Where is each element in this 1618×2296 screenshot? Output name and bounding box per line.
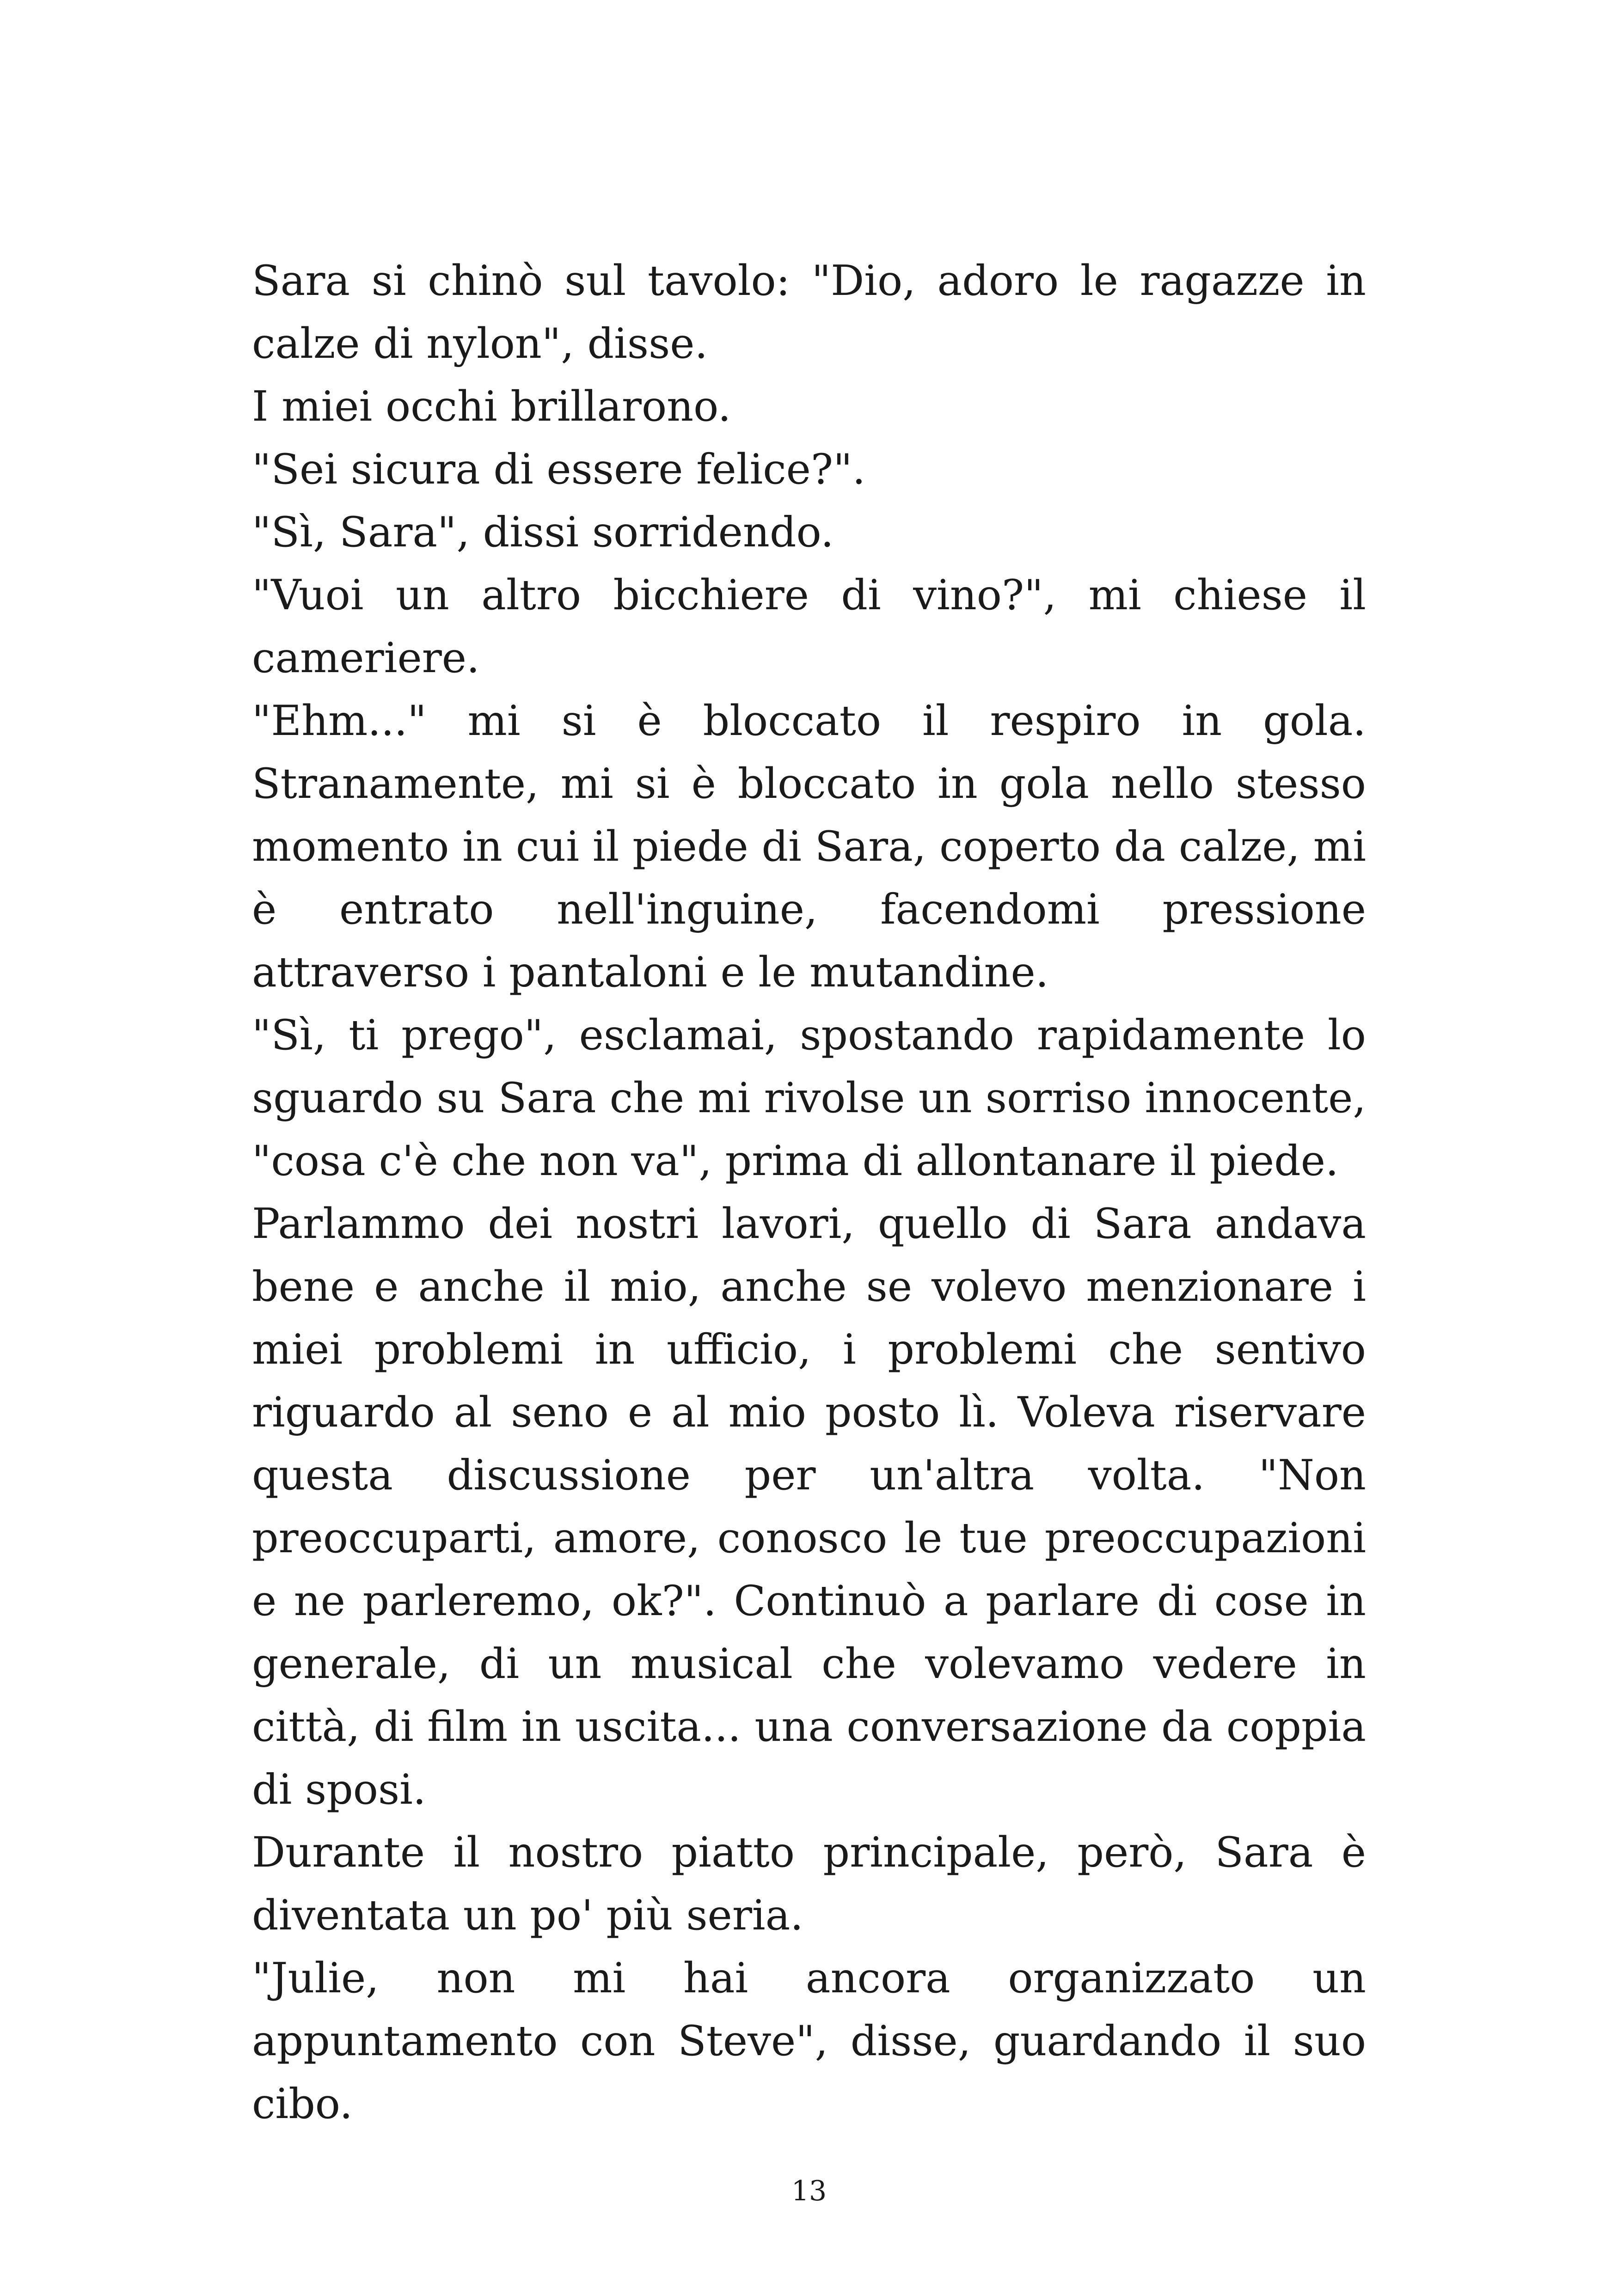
paragraph: "Sei sicura di essere felice?".	[252, 445, 866, 494]
body-text	[252, 250, 1366, 2136]
paragraph: "Sì, ti prego", esclamai, spostando rapidamente lo sguardo su Sara che mi rivolse un sorriso innocente, "cosa c'è che non va", prima di allontanare il piede.	[252, 1011, 1366, 1185]
paragraph: Parlammo dei nostri lavori, quello di Sara andava bene e anche il mio, anche se volevo menzionare i miei problemi in ufficio, i problemi che sentivo riguardo al seno e al mio posto lì. Voleva riservare questa discussione per un'altra volta. "Non preoccuparti, amore, conosco le tue preoccupazioni e ne parleremo, ok?". Continuò a parlare di cose in generale, di un musical che volevamo vedere in città, di film in uscita... una conversazione da coppia di sposi.	[252, 1200, 1366, 1814]
paragraph: I miei occhi brillarono.	[252, 382, 731, 431]
paragraph: "Julie, non mi hai ancora organizzato un appuntamento con Steve", disse, guardando il suo cibo.	[252, 1954, 1366, 2128]
paragraph: "Ehm..." mi si è bloccato il respiro in gola. Stranamente, mi si è bloccato in gola nello stesso momento in cui il piede di Sara, coperto da calze, mi è entrato nell'inguine, facendomi pressione attraverso i pantaloni e le mutandine.	[252, 697, 1366, 997]
page-number: 13	[791, 2175, 827, 2207]
paragraph: Durante il nostro piatto principale, però, Sara è diventata un po' più seria.	[252, 1828, 1366, 1940]
paragraph: "Sì, Sara", dissi sorridendo.	[252, 508, 834, 557]
paragraph: "Vuoi un altro bicchiere di vino?", mi chiese il cameriere.	[252, 571, 1366, 682]
paragraph: Sara si chinò sul tavolo: "Dio, adoro le ragazze in calze di nylon", disse.	[252, 257, 1366, 368]
